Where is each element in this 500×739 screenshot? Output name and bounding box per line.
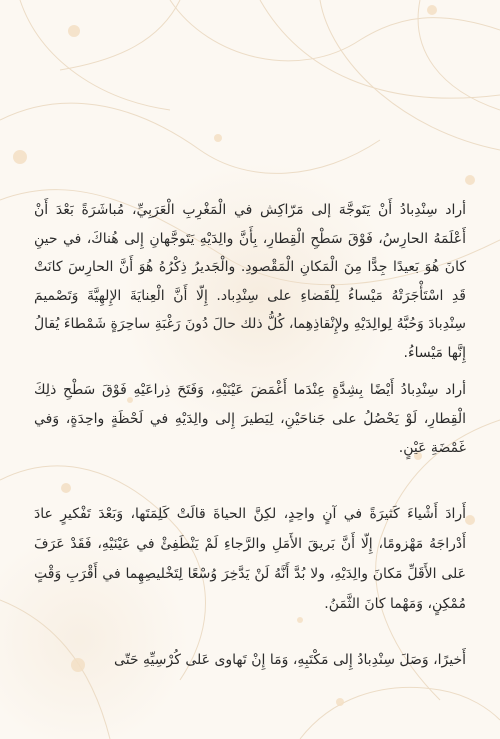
paragraph-3: أَرادَ أَشْياءَ كَثيرَةً في آنٍ واحِدٍ، لكِنَّ الحياةَ قالَتْ كَلِمَتَها، وَبَعْدَ تَفْكيرٍ عادَ أَدْراجَهُ مَهْزومًا، إِلّا أَنَّ بَريقَ الأَمَلِ والرَّجاءِ لَمْ يَنْطَفِئْ في عَيْنَيْهِ، فَقَدْ عَرَفَ عَلى الأَقَلِّ مَكانَ والِدَيْهِ، ولا بُدَّ أَنَّهُ لَنْ يَدَّخِرَ وُسْعًا لِتَخْليصِهِما في أَقْرَبِ وَقْتٍ مُمْكِنٍ، وَمَهْما كانَ الثَّمَنُ. bbox=[34, 506, 466, 612]
paragraph-4: أَخيرًا، وَصَلَ سِنْدِبادُ إِلى مَكْتَبِهِ، وَمَا إِنْ تَهاوى عَلى كُرْسِيِّهِ حَتّى bbox=[114, 652, 466, 668]
paragraph-1: أراد سِنْدِبادُ أَنْ يَتَوجَّهَ إلى مَرّاكِش في الْمَغْرِبِ الْعَرَبِيِّ، مُباشَرَةً بَعْدَ أَنْ أَعْلَمَهُ الحارِسُ، فَوْقَ سَطْحِ الْقِطارِ، بِأَنَّ والِدَيْهِ يَتَوجَّهانِ إِلى هُناكَ، في حينِ كانَ هُوَ بَعيدًا جِدًّا مِنَ الْمَكانِ الْمَقْصودِ. والْجَديرُ ذِكْرُهُ هُوَ أَنَّ الحارِسَ كانَتْ قَدِ اسْتَأْجَرَتْهُ مَيْساءُ لِلْقَضاءِ على سِنْدِباد. إِلّا أَنَّ الْعِنايَةَ الإِلهِيَّةَ وَتَصْميمَ سِنْدِبادَ وَحُبَّهُ لِوالِدَيْهِ ولإِنْقاذِهِما، كُلُّ ذلك حالَ دُونَ رَغْبَةِ ساحِرَةٍ شَمْطاءَ يُقالُ إِنَّها مَيْساءُ. bbox=[34, 202, 466, 361]
paragraph-2: أراد سِنْدِبادُ أَيْضًا بِشِدَّةٍ عِنْدَما أَغْمَضَ عَيْنَيْهِ، وَفَتَحَ ذِراعَيْهِ فَوْقَ سَطْحِ ذلِكَ الْقِطارِ، لَوْ يَحْصُلُ على جَناحَيْنِ، لِيَطيرَ إِلى والِدَيْهِ في لَحْظَةٍ واحِدَةٍ، وَفي غَمْضَةِ عَيْنٍ. bbox=[34, 382, 466, 456]
